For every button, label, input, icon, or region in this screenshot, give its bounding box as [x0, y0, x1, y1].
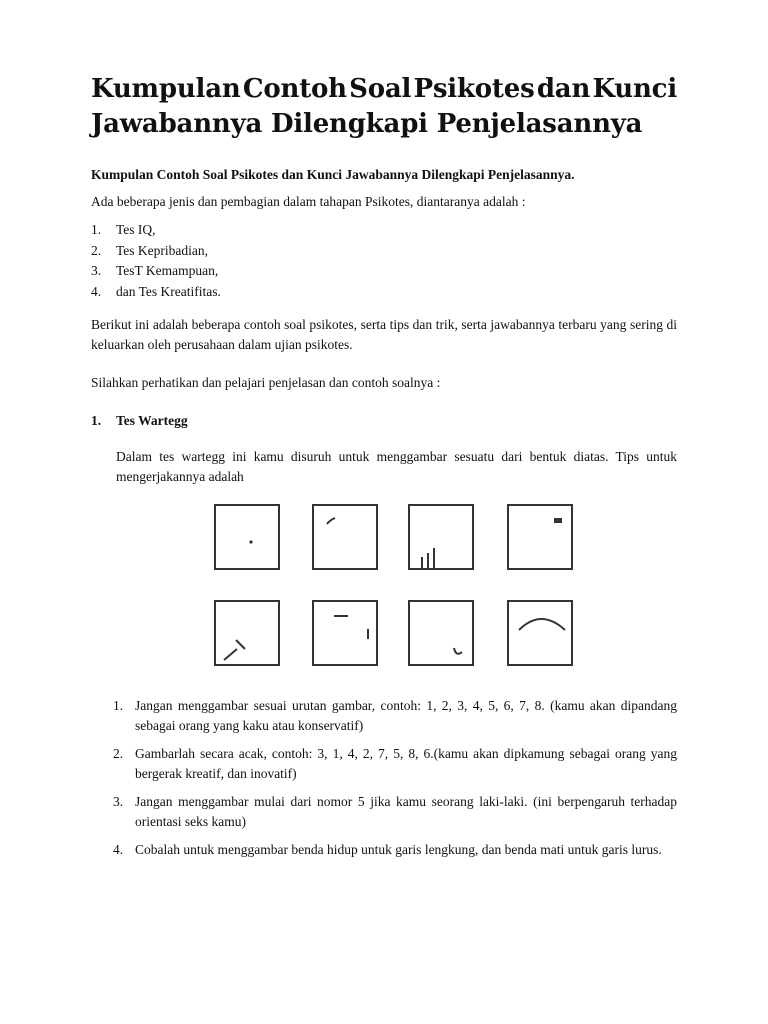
list-item: 4. Cobalah untuk menggambar benda hidup untuk garis lengkung, dan benda mati untuk garis lurus.	[113, 842, 662, 857]
document-page	[91, 72, 677, 487]
title-line-2: Jawabannya Dilengkapi Penjelasannya	[91, 109, 643, 139]
bars-mark	[410, 506, 472, 568]
silahkan-paragraph: Silahkan perhatikan dan pelajari penjelasan dan contoh soalnya :	[91, 375, 441, 390]
list-item: 1. Tes IQ,	[91, 222, 156, 237]
curve-mark	[314, 506, 376, 568]
title-line-1	[91, 72, 677, 107]
psikotes-types-list	[91, 220, 677, 302]
wartegg-tips-list	[113, 696, 677, 868]
list-item: 3. Jangan menggambar mulai dari nomor 5 jika kamu seorang laki-laki. (ini berpengaruh terhadap orientasi seks kamu)	[113, 794, 677, 829]
list-item: 2. Gambarlah secara acak, contoh: 3, 1, 4, 2, 7, 5, 8, 6.(kamu akan dipkamung sebagai orang yang bergerak kreatif, dan inovatif)	[113, 746, 677, 781]
document-title	[91, 72, 677, 142]
list-item: 3. TesT Kemampuan,	[91, 263, 219, 278]
wartegg-box-6	[312, 600, 378, 666]
title-word: Psikotes	[413, 74, 535, 104]
section-heading-wartegg: 1. Tes Wartegg	[91, 413, 188, 428]
list-item: 2. Tes Kepribadian,	[91, 242, 209, 258]
title-word: Kunci	[592, 74, 677, 104]
wartegg-figure	[214, 504, 580, 676]
arc-mark	[509, 602, 571, 664]
wartegg-box-4	[507, 504, 573, 570]
title-word: dan	[536, 74, 591, 104]
wartegg-box-8	[507, 600, 573, 666]
title-word: Kumpulan	[91, 74, 241, 104]
berikut-paragraph: Berikut ini adalah beberapa contoh soal psikotes, serta tips dan trik, serta jawabannya terbaru yang sering di keluarkan oleh perusahaan dalam ujian psikotes.	[91, 317, 677, 352]
diagonal-lines-mark	[216, 602, 278, 664]
square-mark	[509, 506, 571, 568]
wartegg-box-1	[214, 504, 280, 570]
title-word: Soal	[349, 74, 412, 104]
dot-mark	[216, 506, 278, 568]
wartegg-box-3	[408, 504, 474, 570]
subtitle: Kumpulan Contoh Soal Psikotes dan Kunci Jawabannya Dilengkapi Penjelasannya.	[91, 167, 575, 182]
intro-paragraph: Ada beberapa jenis dan pembagian dalam tahapan Psikotes, diantaranya adalah :	[91, 194, 526, 209]
list-item: 1. Jangan menggambar sesuai urutan gambar, contoh: 1, 2, 3, 4, 5, 6, 7, 8. (kamu akan dipandang sebagai orang yang kaku atau konservatif)	[113, 698, 677, 733]
hook-mark	[410, 602, 472, 664]
wartegg-box-5	[214, 600, 280, 666]
list-item: 4. dan Tes Kreatifitas.	[91, 283, 221, 299]
wartegg-description: Dalam tes wartegg ini kamu disuruh untuk menggambar sesuatu dari bentuk diatas. Tips untuk mengerjakannya adalah	[116, 449, 677, 484]
title-word: Contoh	[242, 74, 347, 104]
wartegg-box-2	[312, 504, 378, 570]
wartegg-box-7	[408, 600, 474, 666]
lines-mark	[314, 602, 376, 664]
